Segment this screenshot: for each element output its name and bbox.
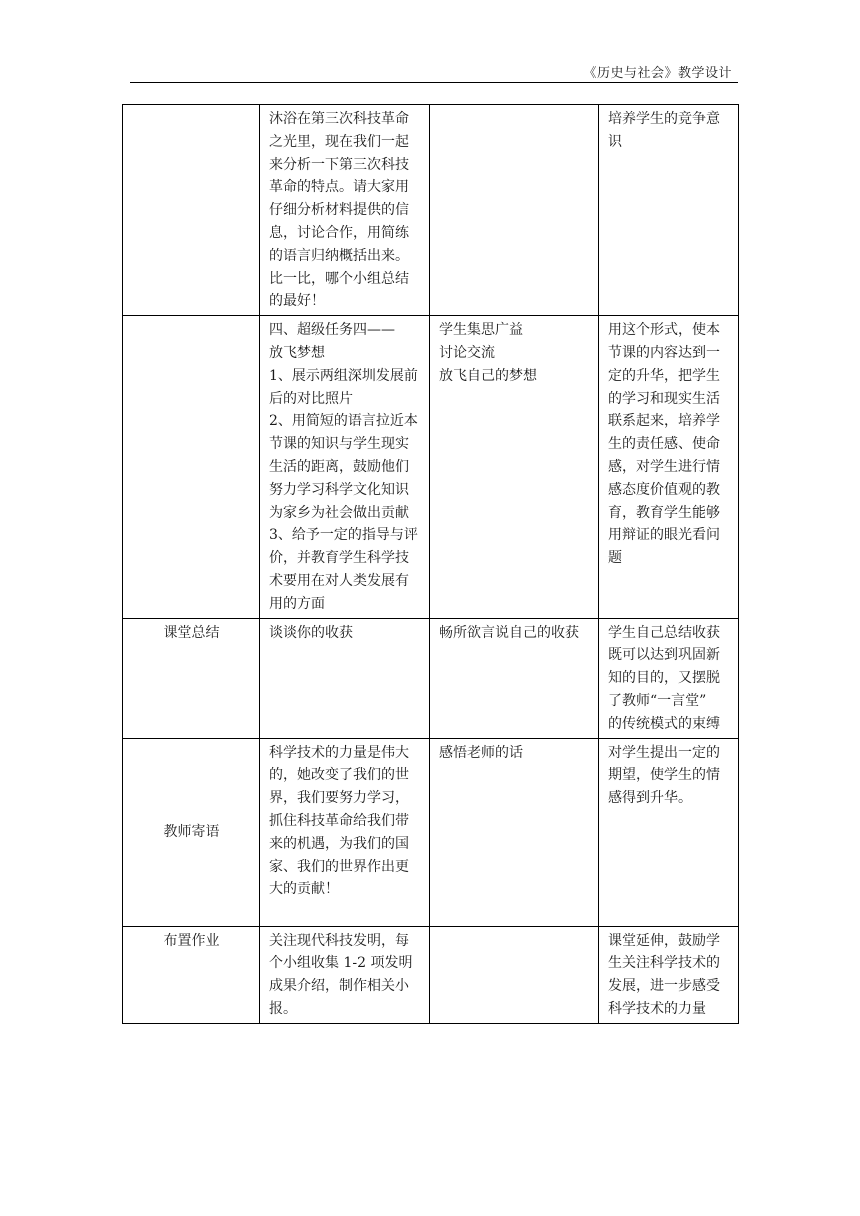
text-line: 来分析一下第三次科技 bbox=[269, 156, 409, 173]
text-line: 育，教育学生能够 bbox=[608, 504, 720, 521]
text-line: 学生自己总结收获 bbox=[608, 624, 720, 641]
text-line: 界，我们要努力学习， bbox=[269, 790, 409, 807]
text-line: 用的方面 bbox=[269, 595, 325, 612]
text-line: 科学技术的力量是伟大 bbox=[269, 744, 409, 761]
text-line: 联系起来，培养学 bbox=[608, 413, 720, 430]
student-activity-cell bbox=[430, 926, 599, 1023]
design-intent-cell bbox=[599, 618, 739, 738]
text-line: 之光里，现在我们一起 bbox=[269, 133, 409, 150]
text-line: 大的贡献！ bbox=[269, 881, 339, 898]
teacher-activity-cell bbox=[260, 738, 430, 926]
text-line: 感悟老师的话 bbox=[439, 744, 523, 761]
text-line: 的，她改变了我们的世 bbox=[269, 767, 409, 784]
header-title: 《历史与社会》教学设计 bbox=[583, 66, 732, 81]
teacher-activity-cell bbox=[260, 618, 430, 738]
text-line: 生关注科学技术的 bbox=[608, 955, 720, 972]
lesson-plan-table bbox=[122, 104, 739, 1024]
text-line: 讨论交流 bbox=[439, 344, 495, 361]
text-line: 价，并教育学生科学技 bbox=[269, 550, 409, 567]
category-cell bbox=[123, 105, 260, 316]
student-activity-cell bbox=[430, 105, 599, 316]
table-row bbox=[123, 926, 739, 1023]
category-cell: 教师寄语 bbox=[123, 738, 260, 926]
category-cell bbox=[123, 316, 260, 618]
teacher-activity-cell bbox=[260, 105, 430, 316]
text-line: 的传统模式的束缚 bbox=[608, 715, 720, 732]
text-line: 1、展示两组深圳发展前 bbox=[269, 367, 418, 384]
text-line: 用这个形式，使本 bbox=[608, 322, 720, 339]
text-line: 术要用在对人类发展有 bbox=[269, 572, 409, 589]
text-line: 成果介绍，制作相关小 bbox=[269, 978, 409, 995]
design-intent-cell bbox=[599, 105, 739, 316]
text-line: 四、超级任务四—— bbox=[269, 322, 395, 339]
table-row bbox=[123, 738, 739, 926]
text-line: 后的对比照片 bbox=[269, 390, 353, 407]
text-line: 报。 bbox=[269, 1000, 297, 1017]
table-row bbox=[123, 618, 739, 738]
text-line: 生活的距离，鼓励他们 bbox=[269, 458, 409, 475]
text-line: 既可以达到巩固新 bbox=[608, 647, 720, 664]
text-line: 知的目的，又摆脱 bbox=[608, 670, 720, 687]
text-line: 为家乡为社会做出贡献 bbox=[269, 504, 409, 521]
design-intent-cell bbox=[599, 926, 739, 1023]
text-line: 比一比，哪个小组总结 bbox=[269, 270, 409, 287]
page-header bbox=[130, 60, 738, 83]
student-activity-cell bbox=[430, 618, 599, 738]
table-row bbox=[123, 316, 739, 618]
text-line: 息，讨论合作，用简练 bbox=[269, 224, 409, 241]
text-line: 的语言归纳概括出来。 bbox=[269, 247, 409, 264]
text-line: 期望，使学生的情 bbox=[608, 767, 720, 784]
text-line: 生的责任感、使命 bbox=[608, 436, 720, 453]
text-line: 放飞梦想 bbox=[269, 344, 325, 361]
text-line: 节课的内容达到一 bbox=[608, 344, 720, 361]
text-line: 题 bbox=[608, 550, 622, 567]
table-row bbox=[123, 105, 739, 316]
text-line: 的最好！ bbox=[269, 293, 325, 310]
text-line: 的学习和现实生活 bbox=[608, 390, 720, 407]
text-line: 节课的知识与学生现实 bbox=[269, 436, 409, 453]
text-line: 定的升华，把学生 bbox=[608, 367, 720, 384]
category-cell: 课堂总结 bbox=[123, 618, 260, 738]
text-line: 谈谈你的收获 bbox=[269, 624, 353, 641]
text-line: 家、我们的世界作出更 bbox=[269, 858, 409, 875]
text-line: 课堂延伸，鼓励学 bbox=[608, 932, 720, 949]
text-line: 发展，进一步感受 bbox=[608, 978, 720, 995]
text-line: 科学技术的力量 bbox=[608, 1000, 706, 1017]
text-line: 关注现代科技发明，每 bbox=[269, 932, 409, 949]
text-line: 用辩证的眼光看问 bbox=[608, 527, 720, 544]
text-line: 识 bbox=[608, 133, 622, 150]
text-line: 了教师“一言堂” bbox=[608, 692, 707, 709]
text-line: 3、给予一定的指导与评 bbox=[269, 527, 418, 544]
teacher-activity-cell bbox=[260, 316, 430, 618]
text-line: 努力学习科学文化知识 bbox=[269, 481, 409, 498]
design-intent-cell bbox=[599, 316, 739, 618]
text-line: 2、用简短的语言拉近本 bbox=[269, 413, 418, 430]
student-activity-cell bbox=[430, 316, 599, 618]
text-line: 感态度价值观的教 bbox=[608, 481, 720, 498]
text-line: 学生集思广益 bbox=[439, 322, 523, 339]
text-line: 个小组收集 1-2 项发明 bbox=[269, 955, 413, 972]
text-line: 沐浴在第三次科技革命 bbox=[269, 111, 409, 127]
text-line: 来的机遇，为我们的国 bbox=[269, 835, 409, 852]
category-cell: 布置作业 bbox=[123, 926, 260, 1023]
text-line: 放飞自己的梦想 bbox=[439, 367, 537, 384]
text-line: 畅所欲言说自己的收获 bbox=[439, 624, 579, 641]
text-line: 培养学生的竞争意 bbox=[608, 111, 720, 127]
text-line: 抓住科技革命给我们带 bbox=[269, 812, 409, 829]
text-line: 仔细分析材料提供的信 bbox=[269, 202, 409, 219]
student-activity-cell bbox=[430, 738, 599, 926]
text-line: 革命的特点。请大家用 bbox=[269, 179, 409, 196]
text-line: 感，对学生进行情 bbox=[608, 458, 720, 475]
teacher-activity-cell bbox=[260, 926, 430, 1023]
text-line: 感得到升华。 bbox=[608, 790, 692, 807]
design-intent-cell bbox=[599, 738, 739, 926]
text-line: 对学生提出一定的 bbox=[608, 744, 720, 761]
